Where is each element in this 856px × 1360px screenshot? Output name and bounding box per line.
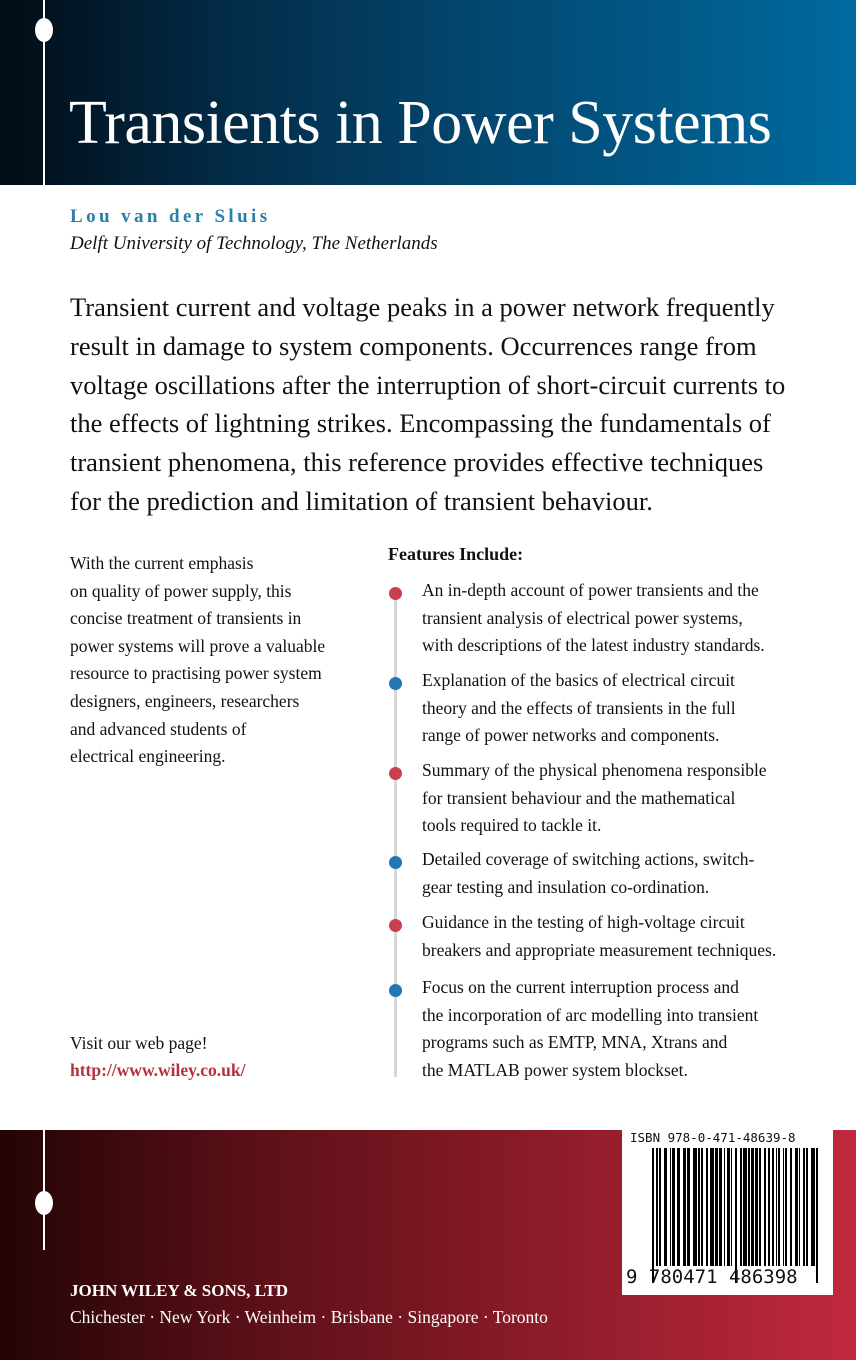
barcode-bar bbox=[785, 1148, 787, 1266]
barcode-bar bbox=[743, 1148, 747, 1266]
website-block bbox=[70, 1030, 246, 1084]
barcode-bar bbox=[727, 1148, 730, 1266]
decorative-dot bbox=[35, 18, 53, 42]
decorative-line bbox=[43, 1130, 45, 1250]
barcode-bar bbox=[755, 1148, 758, 1266]
feature-item: Focus on the current interruption process and the incorporation of arc modelling into transient programs such as EMTP, MNA, Xtrans and the MATLAB power system blockset. bbox=[422, 977, 759, 1080]
barcode-bar bbox=[740, 1148, 742, 1266]
barcode-bar bbox=[715, 1148, 718, 1266]
barcode-bar bbox=[772, 1148, 774, 1266]
barcode-bar bbox=[799, 1148, 800, 1266]
barcode-bar bbox=[751, 1148, 754, 1266]
feature-bullet-icon bbox=[389, 856, 402, 869]
author-affiliation: Delft University of Technology, The Netherlands bbox=[70, 233, 438, 254]
barcode-bar bbox=[764, 1148, 766, 1266]
feature-bullet-icon bbox=[389, 767, 402, 780]
barcode-bar bbox=[790, 1148, 792, 1266]
barcode-bar bbox=[710, 1148, 714, 1266]
barcode-bar bbox=[664, 1148, 667, 1266]
barcode-bar bbox=[652, 1148, 654, 1283]
barcode-bar bbox=[670, 1148, 671, 1266]
visit-label: Visit our web page! bbox=[70, 1033, 208, 1053]
author-name: Lou van der Sluis bbox=[70, 206, 271, 227]
feature-bullet-icon bbox=[389, 919, 402, 932]
barcode-bar bbox=[795, 1148, 798, 1266]
website-link[interactable]: http://www.wiley.co.uk/ bbox=[70, 1060, 246, 1080]
barcode-bar bbox=[778, 1148, 780, 1266]
barcode-bar bbox=[706, 1148, 708, 1266]
feature-item: Guidance in the testing of high-voltage circuit breakers and appropriate measurement techniques. bbox=[422, 912, 777, 960]
barcode-bar bbox=[811, 1148, 815, 1266]
barcode-bar bbox=[803, 1148, 805, 1266]
feature-item: Summary of the physical phenomena responsible for transient behaviour and the mathematical tools required to tackle it. bbox=[422, 760, 767, 836]
barcode-bar bbox=[748, 1148, 750, 1266]
feature-bullet-icon bbox=[389, 984, 402, 997]
barcode-bar bbox=[701, 1148, 703, 1266]
barcode-bar bbox=[731, 1148, 732, 1266]
isbn-label: ISBN 978-0-471-48639-8 bbox=[630, 1130, 796, 1145]
feature-bullet-icon bbox=[389, 587, 402, 600]
barcode-bar bbox=[776, 1148, 777, 1266]
barcode-bar bbox=[693, 1148, 697, 1266]
barcode-bar bbox=[816, 1148, 818, 1283]
barcode-bar bbox=[724, 1148, 725, 1266]
audience-text: With the current emphasis on quality of power supply, this concise treatment of transients in power systems will prove a valuable resource to practising power system designers, engineers, researchers and advanced students of electrical engineering. bbox=[70, 553, 326, 767]
barcode-bar bbox=[768, 1148, 770, 1266]
barcode-bar bbox=[687, 1148, 690, 1266]
book-description: Transient current and voltage peaks in a power network frequently result in damage to system components. Occurrences range from voltage oscillations after the interruption of short-circuit currents to the effects of lightning strikes. Encompassing the fundamentals of transient phenomena, this reference provides effective techniques for the prediction and limitation of transient behaviour. bbox=[70, 292, 786, 516]
features-timeline-line bbox=[394, 595, 397, 1077]
barcode-bar bbox=[659, 1148, 661, 1266]
decorative-dot bbox=[35, 1191, 53, 1215]
feature-item: Detailed coverage of switching actions, switch- gear testing and insulation co-ordination. bbox=[422, 849, 755, 897]
barcode-bar bbox=[806, 1148, 808, 1266]
barcode-bar bbox=[683, 1148, 686, 1266]
feature-item: Explanation of the basics of electrical circuit theory and the effects of transients in the full range of power networks and components. bbox=[422, 670, 736, 746]
barcode-bar bbox=[783, 1148, 784, 1266]
barcode-bar bbox=[759, 1148, 761, 1266]
isbn-barcode bbox=[622, 1130, 833, 1295]
barcode-bars bbox=[652, 1148, 820, 1283]
publisher-cities: Chichester · New York · Weinheim · Brisbane · Singapore · Toronto bbox=[70, 1307, 548, 1327]
feature-bullet-icon bbox=[389, 677, 402, 690]
features-heading: Features Include: bbox=[388, 544, 524, 564]
barcode-bar bbox=[698, 1148, 700, 1266]
title-banner bbox=[0, 0, 856, 185]
barcode-bar bbox=[677, 1148, 680, 1266]
barcode-bar bbox=[672, 1148, 675, 1266]
barcode-digits: 9 780471 486398 bbox=[626, 1266, 798, 1288]
barcode-bar bbox=[735, 1148, 737, 1283]
barcode-bar bbox=[719, 1148, 722, 1266]
publisher-name: JOHN WILEY & SONS, LTD bbox=[70, 1281, 289, 1300]
book-title: Transients in Power Systems bbox=[69, 89, 772, 157]
feature-item: An in-depth account of power transients and the transient analysis of electrical power systems, with descriptions of the latest industry standards. bbox=[422, 580, 765, 656]
barcode-bar bbox=[656, 1148, 658, 1266]
